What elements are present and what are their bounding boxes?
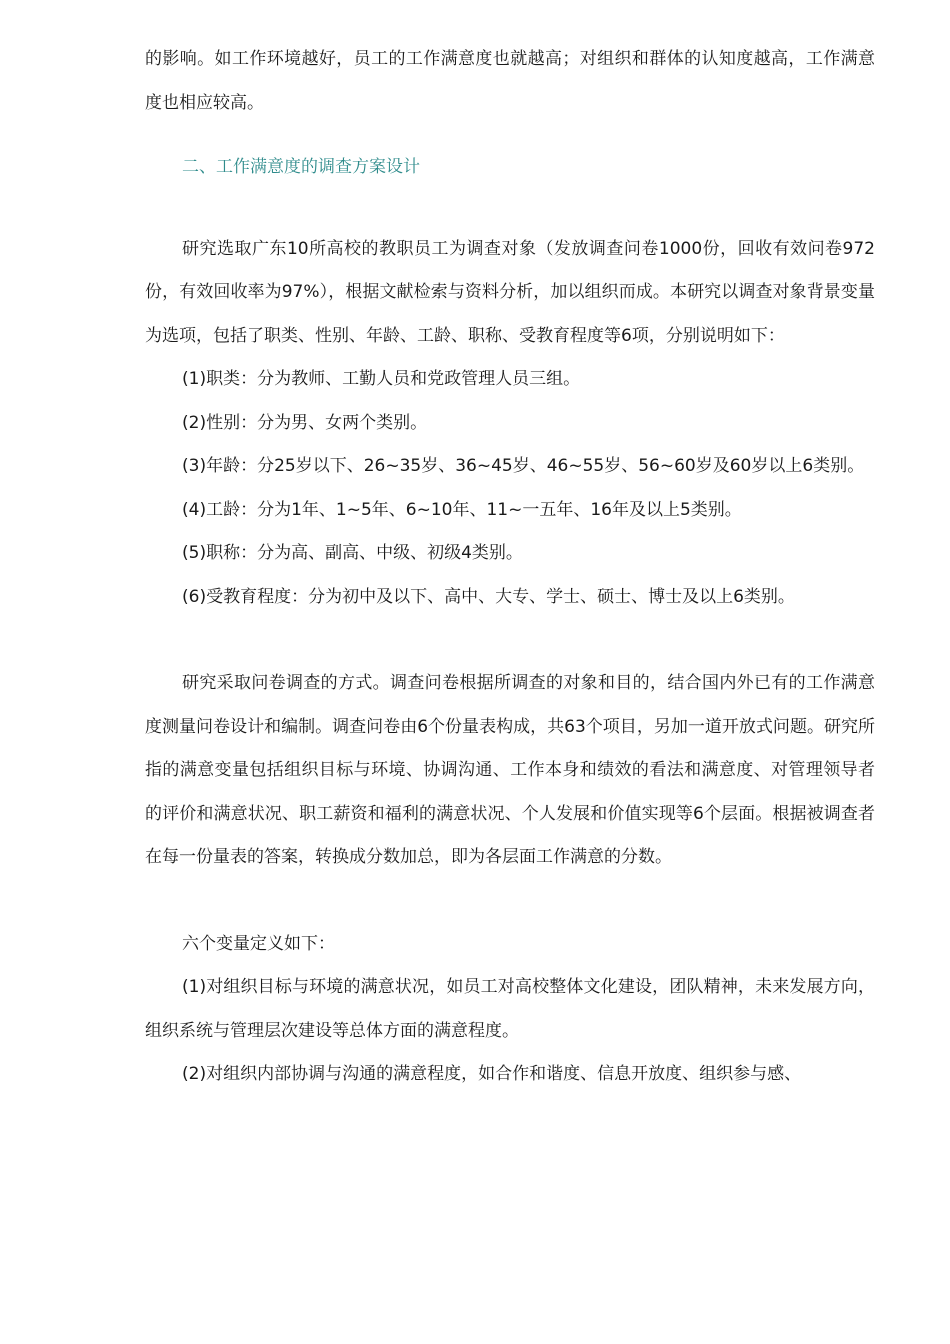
list-item-job-type: (1)职类：分为教师、工勤人员和党政管理人员三组。 <box>182 369 581 389</box>
survey-subject-paragraph: 研究选取广东10所高校的教职员工为调查对象（发放调查问卷1000份，回收有效问卷972份，有效回收率为97%），根据文献检索与资料分析，加以组织而成。本研究以调查对象背景变量为选项，包括了职类、性别、年龄、工龄、职称、受教育程度等6项，分别说明如下： <box>145 238 875 346</box>
list-item-age: (3)年龄：分25岁以下、26~35岁、36~45岁、46~55岁、56~60岁及60岁以上6类别。 <box>182 456 865 476</box>
paragraph-gap <box>145 619 875 662</box>
definition-item: (2)对组织内部协调与沟通的满意程度，如合作和谐度、信息开放度、组织参与感、 <box>182 1064 802 1084</box>
list-item-title: (5)职称：分为高、副高、中级、初级4类别。 <box>182 543 523 563</box>
method-paragraph: 研究采取问卷调查的方式。调查问卷根据所调查的对象和目的，结合国内外已有的工作满意度测量问卷设计和编制。调查问卷由6个份量表构成，共63个项目，另加一道开放式问题。研究所指的满意变量包括组织目标与环境、协调沟通、工作本身和绩效的看法和满意度、对管理领导者的评价和满意状况、职工薪资和福利的满意状况、个人发展和价值实现等6个层面。根据被调查者在每一份量表的答案，转换成分数加总，即为各层面工作满意的分数。 <box>145 673 875 867</box>
list-item-education: (6)受教育程度：分为初中及以下、高中、大专、学士、硕士、博士及以上6类别。 <box>182 586 795 607</box>
list-item-seniority: (4)工龄：分为1年、1~5年、6~10年、11~一五年、16年及以上5类别。 <box>182 499 742 520</box>
document-page <box>145 38 875 1097</box>
list-item-gender: (2)性别：分为男、女两个类别。 <box>182 412 428 433</box>
intro-paragraph: 的影响。如工作环境越好，员工的工作满意度也就越高；对组织和群体的认知度越高，工作满意度也相应较高。 <box>145 49 875 113</box>
definition-item: (1)对组织目标与环境的满意状况，如员工对高校整体文化建设，团队精神，未来发展方向，组织系统与管理层次建设等总体方面的满意程度。 <box>145 977 875 1041</box>
variables-intro: 六个变量定义如下： <box>182 933 335 954</box>
section-heading: 二、工作满意度的调查方案设计 <box>182 157 420 177</box>
paragraph-gap <box>145 880 875 923</box>
